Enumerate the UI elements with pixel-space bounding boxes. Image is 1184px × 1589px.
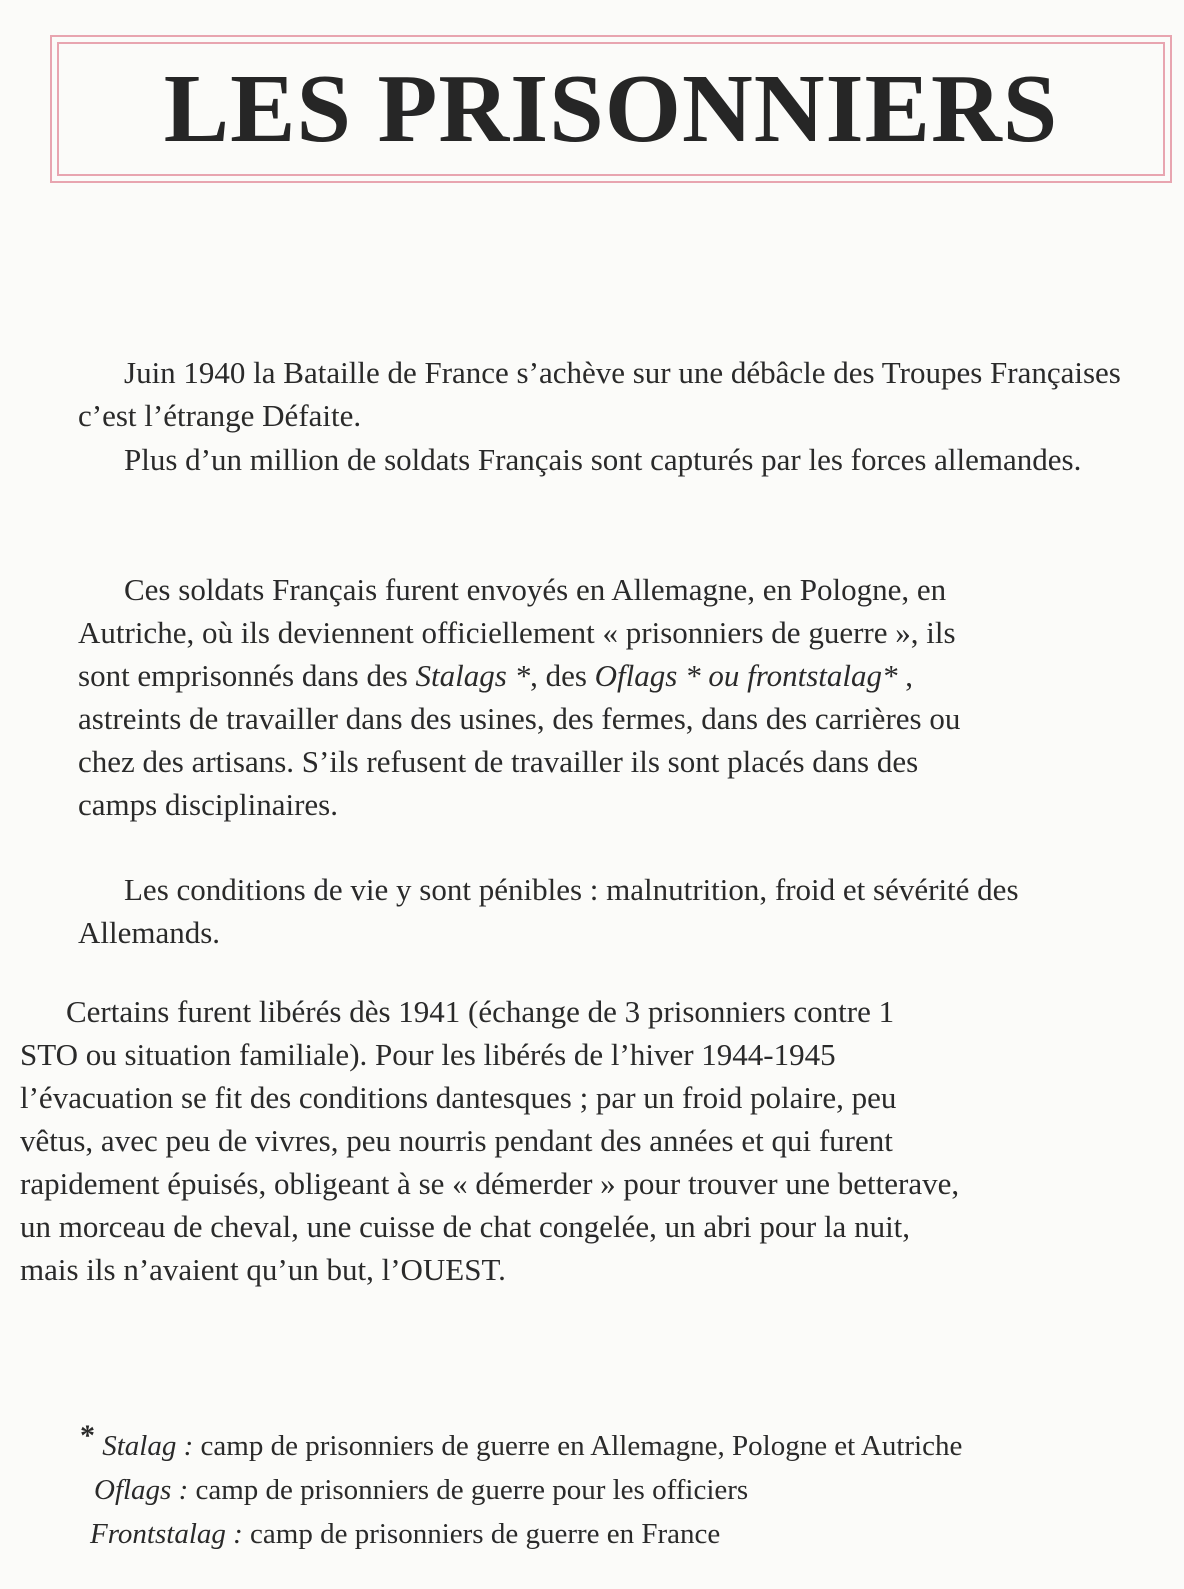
liberation-line: un morceau de cheval, une cuisse de chat congelée, un abri pour la nuit,: [20, 1209, 911, 1244]
page-title: LES PRISONNIERS: [163, 55, 1059, 163]
footnote-oflags: [80, 1468, 1160, 1512]
paragraph-liberation: [20, 990, 1160, 1291]
footnote-term: Stalag :: [102, 1430, 194, 1462]
term-oflags-frontstalag: Oflags * ou frontstalag*: [594, 658, 898, 693]
paragraph-conditions: Les conditions de vie y sont pénibles : malnutrition, froid et sévérité des Allemands.: [78, 872, 1019, 950]
captivity-line-4: astreints de travailler dans des usines, des fermes, dans des carrières ou: [78, 701, 961, 736]
footnote-definition: camp de prisonniers de guerre en Allemagne, Pologne et Autriche: [193, 1430, 963, 1462]
captivity-line-2: Autriche, où ils deviennent officiellement « prisonniers de guerre », ils: [78, 615, 956, 650]
liberation-line: Certains furent libérés dès 1941 (échange de 3 prisonniers contre 1: [66, 994, 895, 1029]
liberation-line: rapidement épuisés, obligeant à se « démerder » pour trouver une betterave,: [20, 1166, 960, 1201]
footnote-stalag: [80, 1419, 1160, 1468]
footnotes: [80, 1419, 1160, 1556]
captivity-line-6: camps disciplinaires.: [78, 787, 338, 822]
footnote-definition: camp de prisonniers de guerre pour les officiers: [188, 1474, 749, 1506]
title-frame-inner: [57, 42, 1165, 176]
paragraph-captivity: [78, 568, 1158, 826]
footnote-term: Frontstalag :: [90, 1518, 243, 1550]
captivity-line-3-a: sont emprisonnés dans des: [78, 658, 416, 693]
liberation-line: l’évacuation se fit des conditions dantesques ; par un froid polaire, peu: [20, 1080, 897, 1115]
liberation-line: vêtus, avec peu de vivres, peu nourris pendant des années et qui furent: [20, 1123, 893, 1158]
title-frame: [50, 35, 1172, 183]
captivity-line-1: Ces soldats Français furent envoyés en Allemagne, en Pologne, en: [124, 572, 947, 607]
captivity-line-3-b: , des: [530, 658, 595, 693]
footnote-term: Oflags :: [94, 1474, 189, 1506]
footnote-asterisk: *: [80, 1419, 95, 1452]
paragraph-june-1940: Juin 1940 la Bataille de France s’achève sur une débâcle des Troupes Françaises c’est l’étrange Défaite.: [78, 355, 1121, 433]
captivity-line-3-c: ,: [897, 658, 914, 693]
term-stalags: Stalags *: [415, 658, 531, 693]
paragraph-million-soldiers: Plus d’un million de soldats Français sont capturés par les forces allemandes.: [124, 442, 1082, 477]
footnote-definition: camp de prisonniers de guerre en France: [242, 1518, 721, 1550]
liberation-line: STO ou situation familiale). Pour les libérés de l’hiver 1944-1945: [20, 1037, 836, 1072]
captivity-line-5: chez des artisans. S’ils refusent de travailler ils sont placés dans des: [78, 744, 919, 779]
captivity-line-3: [78, 654, 1158, 697]
liberation-line: mais ils n’avaient qu’un but, l’OUEST.: [20, 1252, 506, 1287]
footnote-frontstalag: [80, 1512, 1160, 1556]
